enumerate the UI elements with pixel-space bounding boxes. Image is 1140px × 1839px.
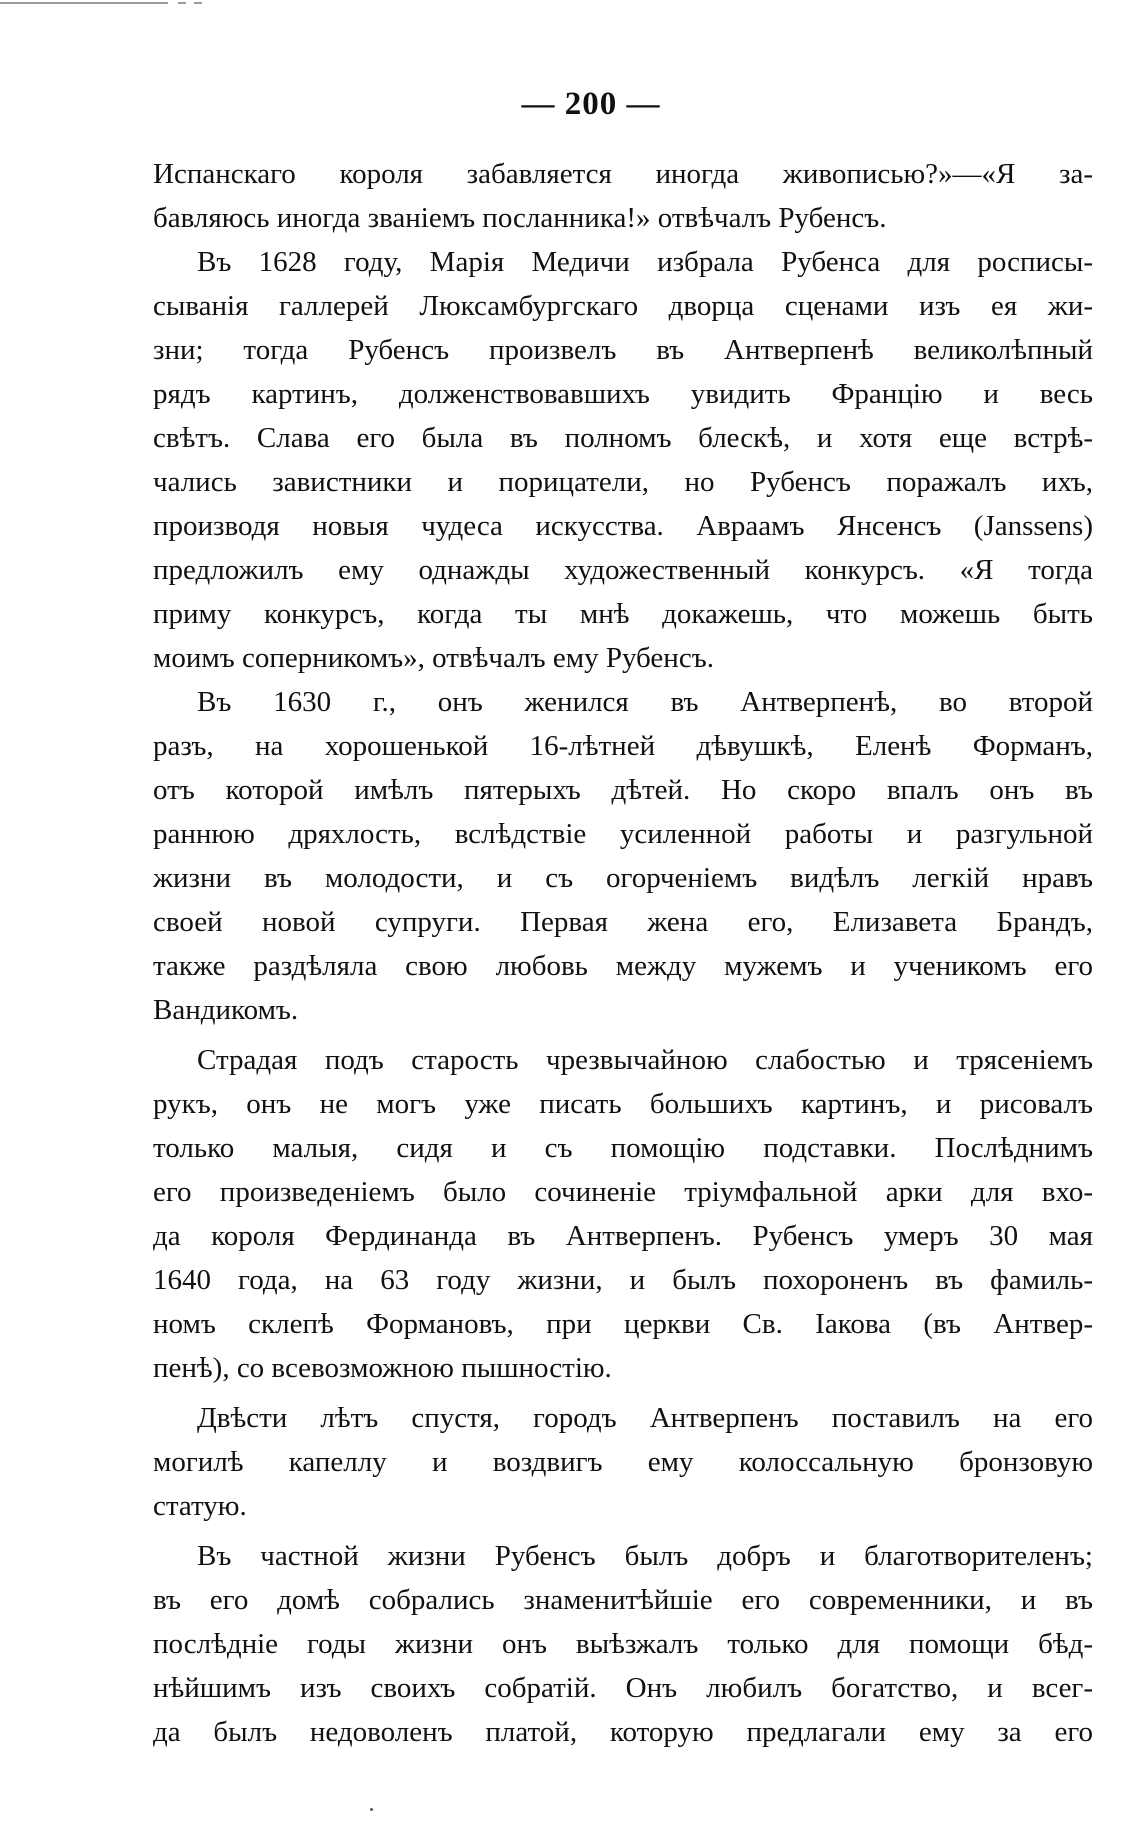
text-line: сыванія галлерей Люксамбургскаго дворца сценами изъ ея жи- (153, 290, 1093, 322)
text-line: моимъ соперникомъ», отвѣчалъ ему Рубенсъ. (153, 642, 714, 674)
text-line: своей новой супруги. Первая жена его, Елизавета Брандъ, (153, 906, 1093, 938)
body-text (153, 152, 1093, 1754)
text-line: его произведеніемъ было сочиненіе тріумфальной арки для вхо- (153, 1176, 1093, 1208)
text-line: пенѣ), со всевозможною пышностію. (153, 1352, 612, 1384)
paragraph (153, 152, 1093, 240)
text-line: 1640 года, на 63 году жизни, и былъ похороненъ въ фамиль- (153, 1264, 1093, 1296)
text-line: производя новыя чудеса искусства. Авраамъ Янсенсъ (Janssens) (153, 510, 1093, 542)
text-line: Въ 1628 году, Марія Медичи избрала Рубенса для росписы- (197, 246, 1093, 278)
text-line: рукъ, онъ не могъ уже писать большихъ картинъ, и рисовалъ (153, 1088, 1093, 1120)
paragraph (153, 1038, 1093, 1390)
text-line: также раздѣляла свою любовь между мужемъ и ученикомъ его (153, 950, 1093, 982)
paragraph (153, 240, 1093, 680)
text-line: въ его домѣ собрались знаменитѣйшіе его современники, и въ (153, 1584, 1093, 1616)
paragraph (153, 680, 1093, 1032)
text-line: жизни въ молодости, и съ огорченіемъ видѣлъ легкій нравъ (153, 862, 1093, 894)
text-line: да короля Фердинанда въ Антверпенъ. Рубенсъ умеръ 30 мая (153, 1220, 1093, 1252)
scan-edge-mark (0, 0, 230, 6)
text-line: Въ 1630 г., онъ женился въ Антверпенѣ, во второй (197, 686, 1093, 718)
paragraph (153, 1396, 1093, 1528)
text-line: свѣтъ. Слава его была въ полномъ блескѣ, и хотя еще встрѣ- (153, 422, 1093, 454)
text-line: Вандикомъ. (153, 994, 299, 1026)
text-line: статую. (153, 1490, 247, 1522)
text-line: послѣдніе годы жизни онъ выѣзжалъ только для помощи бѣд- (153, 1628, 1093, 1660)
text-line: зни; тогда Рубенсъ произвелъ въ Антверпенѣ великолѣпный (153, 334, 1093, 366)
text-line: разъ, на хорошенькой 16-лѣтней дѣвушкѣ, Еленѣ Форманъ, (153, 730, 1093, 762)
text-line: Въ частной жизни Рубенсъ былъ добръ и благотворителенъ; (197, 1540, 1093, 1572)
text-line: приму конкурсъ, когда ты мнѣ докажешь, что можешь быть (153, 598, 1093, 630)
text-line: предложилъ ему однажды художественный конкурсъ. «Я тогда (153, 554, 1093, 586)
text-line: Страдая подъ старость чрезвычайною слабостью и трясеніемъ (197, 1044, 1093, 1076)
text-line: Испанскаго короля забавляется иногда живописью?»—«Я за- (153, 158, 1093, 190)
text-line: Двѣсти лѣтъ спустя, городъ Антверпенъ поставилъ на его (197, 1402, 1093, 1434)
text-line: номъ склепѣ Формановъ, при церкви Св. Іакова (въ Антвер- (153, 1308, 1093, 1340)
paragraph (153, 1534, 1093, 1754)
text-line: только малыя, сидя и съ помощію подставки. Послѣднимъ (153, 1132, 1093, 1164)
text-line: да былъ недоволенъ платой, которую предлагали ему за его (153, 1716, 1093, 1748)
text-line: отъ которой имѣлъ пятерыхъ дѣтей. Но скоро впалъ онъ въ (153, 774, 1093, 806)
page-number: — 200 — (521, 86, 661, 122)
text-line: раннюю дряхлость, вслѣдствіе усиленной работы и разгульной (153, 818, 1093, 850)
text-line: нѣйшимъ изъ своихъ собратій. Онъ любилъ богатство, и всег- (153, 1672, 1093, 1704)
text-line: рядъ картинъ, долженствовавшихъ увидить Францію и весь (153, 378, 1093, 410)
text-line: бавляюсь иногда званіемъ посланника!» отвѣчалъ Рубенсъ. (153, 202, 887, 234)
text-line: чались завистники и порицатели, но Рубенсъ поражалъ ихъ, (153, 466, 1093, 498)
ink-speck (370, 1808, 373, 1811)
text-line: могилѣ капеллу и воздвигъ ему колоссальную бронзовую (153, 1446, 1093, 1478)
